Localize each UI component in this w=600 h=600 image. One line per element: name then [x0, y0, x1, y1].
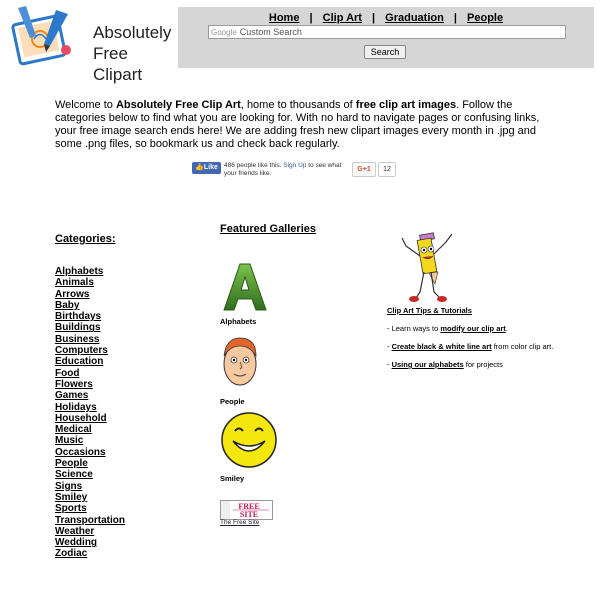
modify-clip-art-link[interactable]: modify our clip art: [440, 324, 506, 333]
welcome-text: [55, 99, 540, 151]
tip-text: .: [505, 324, 508, 333]
category-link-music[interactable]: Music: [55, 435, 84, 447]
category-link-birthdays[interactable]: Birthdays: [55, 311, 102, 323]
categories-heading: Categories:: [55, 233, 116, 245]
category-link-food[interactable]: Food: [55, 367, 80, 379]
google-plus-button[interactable]: G+1: [352, 162, 376, 177]
like-count-text: 486 people like this.: [224, 162, 282, 169]
category-link-animals[interactable]: Animals: [55, 277, 94, 289]
logo-line1: Absolutely: [93, 23, 172, 42]
free-site-link[interactable]: The Free Site: [220, 519, 260, 526]
search-input[interactable]: [208, 25, 566, 39]
nav-separator: |: [453, 12, 457, 24]
signup-link[interactable]: Sign Up: [283, 162, 307, 169]
site-name: Absolutely Free Clip Art: [115, 99, 241, 111]
category-link-transportation[interactable]: Transportation: [55, 514, 126, 526]
logo-line2: Free Clipart: [93, 44, 143, 84]
google-brand: Google: [211, 28, 237, 37]
tip-text: for projects: [463, 360, 503, 369]
category-link-business[interactable]: Business: [55, 333, 100, 345]
facebook-like-text: [224, 162, 349, 178]
gallery-people[interactable]: [220, 334, 260, 406]
category-link-science[interactable]: Science: [55, 469, 93, 481]
facebook-thumb-icon: 👍: [195, 164, 204, 171]
free-site-logo-icon: [221, 501, 272, 519]
top-nav: [178, 12, 594, 24]
nav-home[interactable]: Home: [268, 12, 300, 24]
category-link-weather[interactable]: Weather: [55, 525, 95, 537]
tip-item: [387, 324, 557, 333]
like-label: Like: [203, 164, 218, 171]
site-logo[interactable]: [10, 6, 172, 84]
category-link-alphabets[interactable]: Alphabets: [55, 266, 104, 277]
category-link-holidays[interactable]: Holidays: [55, 401, 97, 413]
welcome-part: , home to thousands of: [240, 99, 356, 111]
category-link-zodiac[interactable]: Zodiac: [55, 548, 88, 560]
category-link-sports[interactable]: Sports: [55, 503, 87, 515]
nav-graduation[interactable]: Graduation: [385, 12, 444, 24]
category-link-computers[interactable]: Computers: [55, 345, 108, 357]
tips-section: [387, 306, 557, 378]
category-link-signs[interactable]: Signs: [55, 480, 83, 492]
pencil-mascot-icon: [400, 226, 456, 304]
category-link-people[interactable]: People: [55, 458, 88, 470]
nav-separator: |: [372, 12, 376, 24]
gallery-smiley[interactable]: [220, 411, 280, 483]
free-site-badge[interactable]: [220, 500, 273, 520]
nav-clip-art[interactable]: Clip Art: [322, 12, 362, 24]
smiley-face-icon: [220, 411, 280, 469]
category-link-arrows[interactable]: Arrows: [55, 288, 90, 300]
header-bar: [178, 7, 594, 68]
category-link-wedding[interactable]: Wedding: [55, 537, 98, 549]
gallery-label-alphabets: Alphabets: [220, 317, 257, 326]
letter-a-icon: [220, 262, 270, 312]
category-link-household[interactable]: Household: [55, 412, 107, 424]
google-plus-count: 12: [378, 162, 396, 177]
cartoon-face-icon: [220, 334, 260, 392]
category-link-medical[interactable]: Medical: [55, 424, 92, 436]
category-link-buildings[interactable]: Buildings: [55, 322, 101, 334]
category-link-games[interactable]: Games: [55, 390, 89, 402]
category-link-flowers[interactable]: Flowers: [55, 378, 93, 390]
gallery-label-smiley: Smiley: [220, 474, 245, 483]
welcome-part: . Follow the categories below to find what you are looking for. With no hard to navigate pages or confusing links, your free image search ends here! We are adding fresh new clipart images every month in .jpg and some .png files, so bookmark us and check back regularly.: [55, 99, 540, 150]
category-link-smiley[interactable]: Smiley: [55, 491, 88, 503]
logo-clipart-icon: [10, 6, 80, 68]
tips-heading[interactable]: Clip Art Tips & Tutorials: [387, 306, 472, 315]
category-link-occasions[interactable]: Occasions: [55, 446, 106, 458]
search-placeholder: Custom Search: [239, 27, 302, 37]
using-alphabets-link[interactable]: Using our alphabets: [391, 360, 464, 369]
tip-item: [387, 342, 557, 351]
tip-text: from color clip art.: [491, 342, 554, 351]
welcome-emphasis: free clip art images: [355, 99, 457, 111]
gallery-label-people: People: [220, 397, 245, 406]
facebook-like-button[interactable]: [192, 162, 221, 174]
welcome-part: Welcome to: [55, 99, 116, 111]
badge-site-text: SITE: [239, 510, 259, 519]
categories-list: [55, 266, 125, 560]
tip-text: -: [387, 342, 392, 351]
like-text-tail: to see what your friends like.: [224, 162, 342, 177]
gallery-alphabets[interactable]: [220, 262, 270, 326]
line-art-link[interactable]: Create black & white line art: [391, 342, 492, 351]
tip-item: [387, 360, 557, 369]
tip-text: - Learn ways to: [387, 324, 441, 333]
tip-text: -: [387, 360, 392, 369]
nav-people[interactable]: People: [467, 12, 504, 24]
nav-separator: |: [309, 12, 313, 24]
featured-galleries-heading: Featured Galleries: [220, 223, 316, 235]
search-button[interactable]: Search: [364, 45, 406, 59]
category-link-education[interactable]: Education: [55, 356, 104, 368]
badge-free-text: FREE: [238, 502, 260, 511]
category-link-baby[interactable]: Baby: [55, 299, 80, 311]
